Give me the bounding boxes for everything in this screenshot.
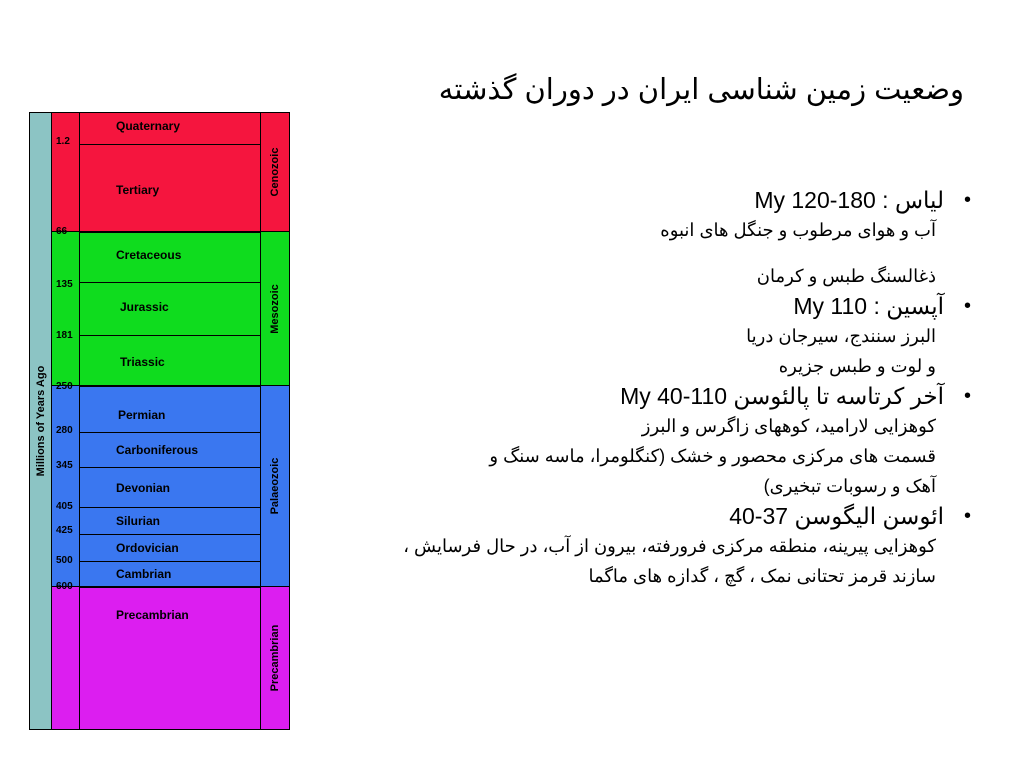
bullet-detail: آب و هوای مرطوب و جنگل های انبوه [660,220,936,240]
bullet-dot-icon: • [963,505,971,527]
era-label: Palaeozoic [269,457,281,515]
period-label: Jurassic [120,300,169,314]
period-label: Devonian [116,481,171,495]
era-precambrian [260,587,289,729]
period-label: Quaternary [116,119,181,133]
period-silurian [80,507,260,534]
era-palaeozoic [260,386,289,587]
bullet-detail: سازند قرمز تحتانی نمک ، گچ ، گدازه های ماگما [588,566,936,586]
period-tertiary [80,144,260,232]
period-label: Cambrian [116,567,172,581]
era-label: Precambrian [269,624,281,692]
bullet-item [304,291,971,321]
age-column [52,113,80,729]
bullet-dot-icon: • [963,189,971,211]
bullet-item [304,381,971,411]
period-jurassic [80,282,260,335]
bullet-dot-icon: • [963,295,971,317]
period-ordovician [80,534,260,561]
bullet-item [304,501,971,531]
age-label: 66 [56,226,68,237]
bullet-heading: لیاس : My 120-180 [754,187,944,213]
age-label: 250 [56,381,73,392]
age-label: 500 [56,555,73,566]
period-label: Permian [118,408,166,422]
era-label: Cenozoic [269,147,281,197]
period-quaternary [80,113,260,144]
bullet-heading: آپسین : My 110 [793,293,944,319]
age-label: 280 [56,425,73,436]
bullet-detail: آهک و رسوبات تبخیری) [763,476,936,496]
bullet-heading: ائوسن الیگوسن 37-40 [729,503,944,529]
bullet-detail: قسمت های مرکزی محصور و خشک (کنگلومرا، ماسه سنگ و [489,446,936,466]
period-triassic [80,335,260,386]
period-label: Ordovician [116,541,179,555]
age-label: 1.2 [56,136,70,147]
period-label: Cretaceous [116,248,182,262]
period-devonian [80,467,260,507]
era-cenozoic [260,113,289,232]
bullet-heading: آخر کرتاسه تا پالئوسن My 40-110 [620,383,944,409]
bullet-detail: کوهزایی لارامید، کوههای زاگرس و البرز [641,416,936,436]
period-label: Carboniferous [116,443,199,457]
period-cambrian [80,561,260,587]
bullet-item [304,185,971,215]
period-label: Silurian [116,514,161,528]
period-label: Triassic [120,355,165,369]
bullet-detail: البرز سنندج، سیرجان دریا [746,326,936,346]
y-axis-label: Millions of Years Ago [35,365,47,477]
age-label: 345 [56,460,73,471]
spacer [304,245,944,261]
age-label: 425 [56,525,73,536]
age-label: 181 [56,330,73,341]
period-carboniferous [80,432,260,467]
period-cretaceous [80,232,260,282]
y-axis-bar [30,113,52,729]
period-label: Precambrian [116,608,189,622]
geologic-time-column [29,112,290,730]
age-label: 600 [56,581,73,592]
era-label: Mesozoic [269,283,281,334]
age-label: 405 [56,501,73,512]
bullet-list [304,185,971,591]
bullet-detail: و لوت و طبس جزیره [778,356,936,376]
period-permian [80,386,260,432]
slide-title: وضعیت زمین شناسی ایران در دوران گذشته [438,74,964,106]
era-mesozoic [260,232,289,386]
bullet-detail: کوهزایی پیرینه، منطقه مرکزی فرورفته، بیرون از آب، در حال فرسایش ، [403,536,936,556]
period-label: Tertiary [116,183,160,197]
period-precambrian [80,587,260,729]
age-label: 135 [56,279,73,290]
bullet-detail: ذغالسنگ طبس و کرمان [756,266,936,286]
bullet-dot-icon: • [963,385,971,407]
